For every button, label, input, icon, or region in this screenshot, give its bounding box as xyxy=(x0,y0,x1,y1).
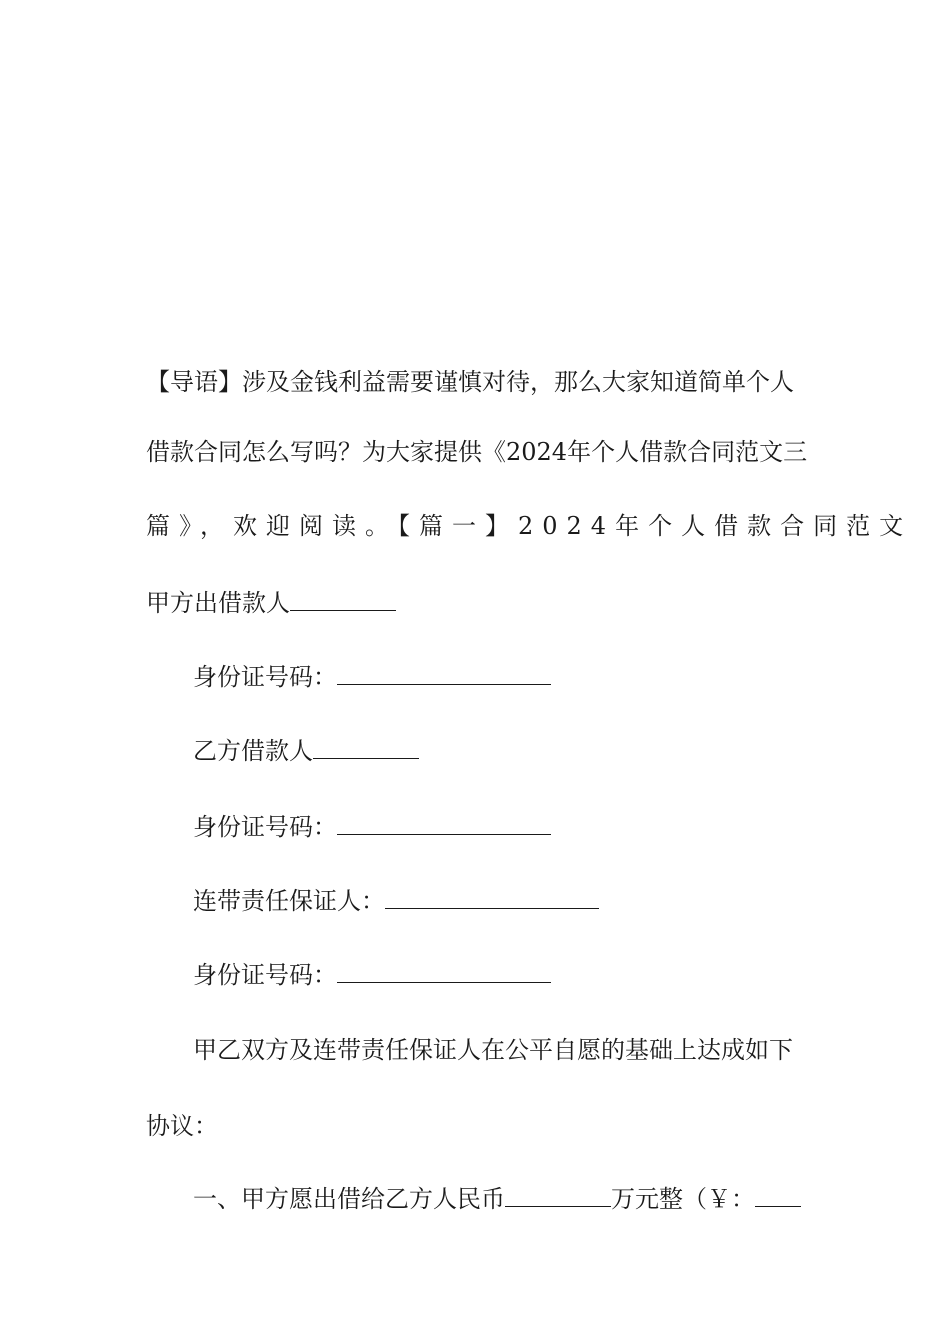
borrower-label: 乙方借款人 xyxy=(193,737,313,765)
agreement-line-2 xyxy=(146,1110,806,1142)
lender-id-label: 身份证号码： xyxy=(193,663,337,691)
clause-1-prefix: 一、甲方愿出借给乙方人民币 xyxy=(193,1185,505,1213)
guarantor-id-blank[interactable] xyxy=(337,958,551,983)
intro-line-3 xyxy=(146,510,913,542)
guarantor-name-blank[interactable] xyxy=(385,884,599,909)
lender-id-line xyxy=(193,660,806,693)
lender-line xyxy=(146,586,806,619)
loan-figure-blank[interactable] xyxy=(755,1182,801,1207)
clause-1-line xyxy=(193,1182,806,1215)
guarantor-line xyxy=(193,884,806,917)
agreement-line-1 xyxy=(193,1034,806,1066)
borrower-id-line xyxy=(193,810,806,843)
intro-text-1: 【导语】涉及金钱利益需要谨慎对待，那么大家知道简单个人 xyxy=(146,368,794,396)
guarantor-id-line xyxy=(193,958,806,991)
clause-1-middle: 万元整（￥： xyxy=(611,1185,755,1213)
intro-line-1 xyxy=(146,366,806,398)
lender-name-blank[interactable] xyxy=(290,586,396,611)
lender-label: 甲方出借款人 xyxy=(146,589,290,617)
guarantor-label: 连带责任保证人： xyxy=(193,887,385,915)
borrower-line xyxy=(193,734,806,767)
intro-text-3: 篇》，欢迎阅读。【篇一】2024年个人借款合同范文 xyxy=(146,512,913,540)
agreement-text-1: 甲乙双方及连带责任保证人在公平自愿的基础上达成如下 xyxy=(193,1036,793,1064)
borrower-name-blank[interactable] xyxy=(313,734,419,759)
lender-id-blank[interactable] xyxy=(337,660,551,685)
loan-amount-blank[interactable] xyxy=(505,1182,611,1207)
guarantor-id-label: 身份证号码： xyxy=(193,961,337,989)
agreement-text-2: 协议： xyxy=(146,1112,218,1140)
intro-text-2: 借款合同怎么写吗？为大家提供《2024年个人借款合同范文三 xyxy=(146,438,808,466)
intro-line-2 xyxy=(146,436,806,468)
borrower-id-label: 身份证号码： xyxy=(193,813,337,841)
borrower-id-blank[interactable] xyxy=(337,810,551,835)
